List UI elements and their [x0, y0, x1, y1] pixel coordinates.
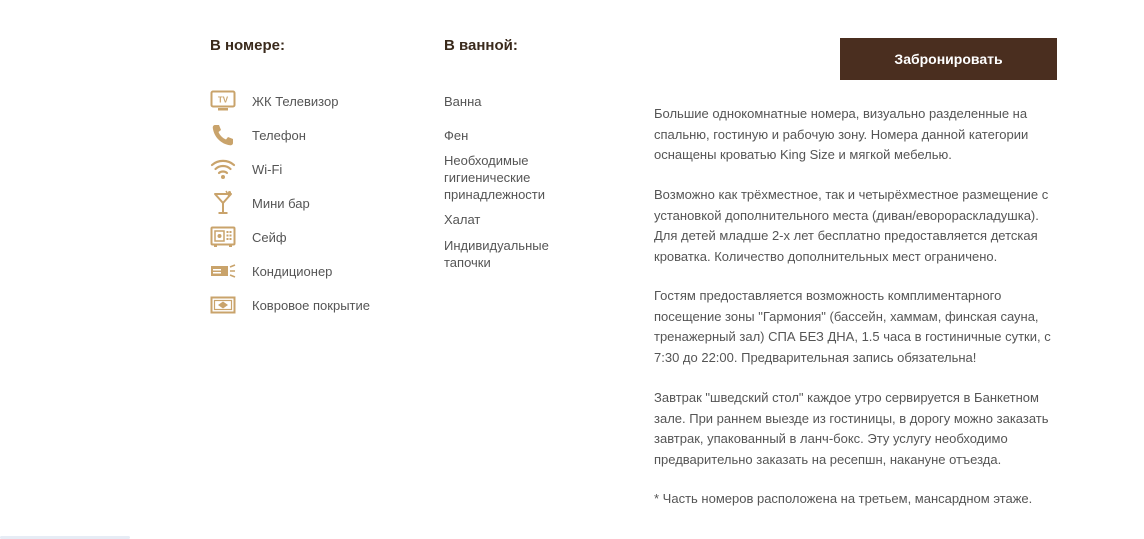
- amenity-label: Телефон: [252, 127, 306, 143]
- description-paragraph: Большие однокомнатные номера, визуально разделенные на спальню, гостиную и рабочую зону. Номера данной категории оснащены кроватью King Size и мягкой мебелью.: [654, 106, 1029, 163]
- wifi-icon: [210, 157, 236, 181]
- bath-item: Индивидуальные тапочки: [444, 238, 549, 270]
- amenity-label: Сейф: [252, 229, 287, 245]
- phone-icon: [210, 123, 236, 147]
- carpet-icon: [210, 293, 236, 317]
- amenity-item-wifi: [210, 154, 430, 184]
- bath-item: Фен: [444, 128, 469, 143]
- cocktail-icon: [210, 191, 236, 215]
- amenity-item-safe: [210, 222, 430, 252]
- amenity-item-carpet: [210, 290, 430, 320]
- amenity-label: Мини бар: [252, 195, 310, 211]
- amenity-label: Ковровое покрытие: [252, 297, 370, 313]
- safe-icon: [210, 225, 236, 249]
- amenity-item-tv: [210, 86, 430, 116]
- bathroom-heading: В ванной:: [444, 37, 518, 54]
- description-note: * Часть номеров расположена на третьем, мансардном этаже.: [654, 491, 1033, 506]
- air-conditioner-icon: [210, 259, 236, 283]
- bath-item: Необходимые гигиенические принадлежности: [444, 153, 546, 202]
- svg-text:TV: TV: [217, 95, 229, 105]
- book-button[interactable]: Забронировать: [840, 38, 1057, 80]
- description-paragraph: Гостям предоставляется возможность комплиментарного посещение зоны "Гармония" (бассейн, хаммам, финская сауна, тренажерный зал) СПА БЕЗ ДНА, 1.5 часа в гостиничные сутки, с 7:30 до 22:00. Предварительная запись обязательна!: [654, 288, 1051, 365]
- amenity-item-minibar: [210, 188, 430, 218]
- amenity-label: Wi-Fi: [252, 161, 283, 177]
- description-paragraph: Завтрак "шведский стол" каждое утро сервируется в Банкетном зале. При раннем выезде из гостиницы, в дорогу можно заказать завтрак, упакованный в ланч-бокс. Эту услугу необходимо предварительно заказать на ресепшн, накануне отъезда.: [654, 390, 1049, 467]
- bath-item: Халат: [444, 212, 481, 227]
- description-paragraph: Возможно как трёхместное, так и четырёхместное размещение с установкой дополнительного места (диван/еворораскладушка). Для детей младше 2-х лет бесплатно предоставляется детская кроватка. Количество дополнительных мест ограничено.: [654, 187, 1049, 264]
- amenity-item-air-conditioner: [210, 256, 430, 286]
- tv-icon: [210, 89, 236, 113]
- amenity-label: ЖК Телевизор: [252, 93, 339, 109]
- amenity-label: Кондиционер: [252, 263, 333, 279]
- bath-item: Ванна: [444, 94, 482, 109]
- room-heading: В номере:: [210, 37, 285, 54]
- amenity-item-phone: [210, 120, 430, 150]
